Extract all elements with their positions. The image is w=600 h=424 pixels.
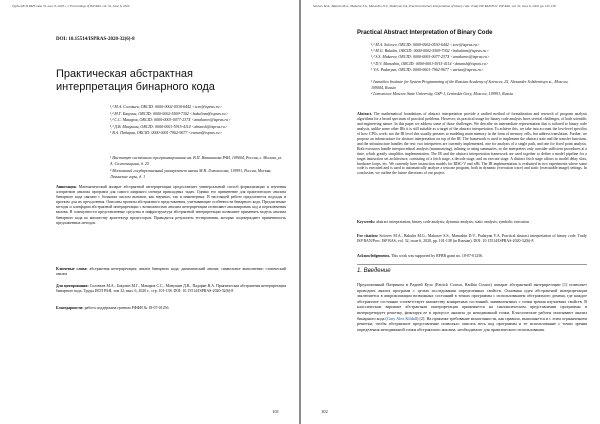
keywords bbox=[357, 220, 587, 225]
left-page bbox=[0, 0, 299, 424]
author-list bbox=[110, 104, 290, 137]
author-line: ¹,² S.S. Makarov, ORCID: 0000-0003-0077-237X <amakarov@ispras.ru> bbox=[371, 54, 490, 60]
affiliation: ² Lomonosov Moscow State University, GSP-1, Leninskie Gory, Moscow, 119991, Russia bbox=[371, 91, 513, 97]
ack-text: работа поддержана грантом РФФИ № 18-07-01256. bbox=[84, 306, 170, 310]
citation-text: Соловьев М.А., Бакулин М.Г., Макаров С.С., Манушин Д.В., Падарян В.А. Практическая абстрактная интерпретация бинарного кода. Труды ИСП РАН, том 32, вып. 6, 2020 г., стр. 101-138. DOI: 10.15514/ISPRAS-2020-32(6)-8 bbox=[56, 284, 286, 294]
author-line: ¹,³ D.V. Manushin, ORCID: 0000-0001-5915-4114 <dmansh@ispras.ru> bbox=[371, 60, 489, 66]
abstract bbox=[357, 112, 587, 176]
affiliation: ¹ Институт системного программирования им. В.П. Иванникова РАН, 109004, Россия, г. Москва, ул. А. Солженицына, д. 25 bbox=[110, 155, 283, 167]
citation-label: For citation: bbox=[357, 234, 379, 238]
abstract bbox=[56, 185, 286, 226]
keywords bbox=[56, 267, 286, 277]
section-divider bbox=[357, 264, 587, 265]
author-line: ¹,³ Д.В. Манушин, ORCID: 0000-0001-5915-4114 <dmansh@ispras.ru> bbox=[110, 123, 228, 129]
author-line: ¹,² М.Г. Бакулин, ORCID: 0000-0002-5569-7302 <bakulinm@ispras.ru> bbox=[110, 110, 229, 116]
citation bbox=[357, 234, 587, 244]
keywords-label: Keywords: bbox=[357, 220, 376, 224]
running-header: Труды ИСП РАН, том 32, вып. 6, 2020 г. // Proceedings of ISP RAS, vol. 32, issue 6, 2020 bbox=[12, 4, 130, 8]
abstract-label: Аннотация. bbox=[56, 185, 77, 189]
abstract-text: Математический аппарат абстрактной интерпретации предоставляет универсальный способ формализации и изучения алгоритмов анализа программ для самого широкого спектра прикладных задач. Однако его применение для практического анализа бинарного кода связано с большим числом вызовов, как научных, так и инженерных. В настоящей работе предлагаются подходы и проекты для их преодоления. Описаны проекты абстрактного представления, учитывающие особенности бинарного кода. Предлагаемые методы и платформа абстрактной интерпретации с возможностью анализа интерпретации позволяют анализировать код и переключения вызова. В совокупности представленные средства и инфраструктура абстрактной интерпретации позволяют применять модель анализа бинарного кода ко множеству архитектур процессоров. Приводятся результаты тестирования, которые подтверждают применимость предложенных методов. bbox=[56, 185, 286, 225]
author-list bbox=[371, 42, 571, 73]
keywords-text: abstract interpretation; binary code analysis; dynamic analysis; static analysis; symbolic execution bbox=[376, 220, 530, 224]
affiliation-list bbox=[371, 79, 571, 98]
introduction-text bbox=[357, 282, 587, 332]
author-line: ¹,² M.G. Bakulin, ORCID: 0000-0002-5569-7302 <bakulinm@ispras.ru> bbox=[371, 48, 489, 54]
affiliation: ² Московский государственный университет имени М.В. Ломоносова, 119991, Россия, Москва, Ленинские горы, д. 1 bbox=[110, 167, 272, 180]
abstract-label: Abstract. bbox=[357, 112, 373, 116]
author-line: ¹,² С.С. Макаров, ORCID: 0000-0003-0077-237X <amakarov@ispras.ru> bbox=[110, 117, 231, 122]
acknowledgements bbox=[357, 254, 587, 259]
paper-title-en: Practical Abstract Interpretation of Binary Code bbox=[357, 30, 493, 36]
reference-link[interactable]: Gary Alex Kildall bbox=[386, 315, 417, 321]
author-line: ¹,² M.A. Solovev, ORCID: 0000-0002-0530-6442 <icee@ispras.ru> bbox=[371, 42, 480, 47]
keywords-label: Ключевые слова: bbox=[56, 267, 88, 271]
acknowledgements bbox=[56, 306, 286, 311]
page-number: 102 bbox=[321, 409, 328, 414]
affiliation-list bbox=[110, 155, 285, 181]
page-number: 101 bbox=[272, 409, 279, 414]
doi: DOI: 10.15514/ISPRAS-2020-32(6)-8 bbox=[56, 37, 135, 42]
intro-text-part: ) [2]. На практике требование монотонности, как правило, выполняется и с этим ограничением решетки, чтобы абстрактное представление позволяло описать весь код программы и ее использование с точки зрения определения неподвижной точки абстрактного анализа, необходимого для практического использования. bbox=[357, 315, 587, 332]
author-line: ¹ В.А. Падарян, ORCID: 0000-0001-7962-9677 <vartan@ispras.ru> bbox=[110, 130, 223, 135]
affiliation: ¹ Ivannikov Institute for System Programming of the Russian Academy of Sciences, 25, Alexander Solzhenitsyn st., Moscow, 109004, Russia bbox=[371, 79, 569, 91]
author-line: ¹ V.A. Padaryan, ORCID: 0000-0001-7962-9677 <vartan@ispras.ru> bbox=[371, 66, 484, 72]
right-page bbox=[301, 0, 600, 424]
citation-text: Solovev M.A., Bakulin M.G., Makarov S.S., Manushin D.V., Padaryan V.A. Practical abstract interpretation of binary code. Trudy ISP RAN/Proc. ISP RAS, vol. 32, issue 6, 2020, pp. 101-138 (in Russian). DOI: 10.15514/ISPRAS-2020-32(6)-8 bbox=[357, 234, 588, 244]
citation-label: Для цитирования: bbox=[56, 284, 89, 288]
author-line: ¹,² М.А. Соловьев, ORCID: 0000-0002-0530-6442 <icee@ispras.ru> bbox=[110, 104, 223, 109]
ack-label: Благодарности: bbox=[56, 306, 84, 310]
intro-text-part: Предложенный Патриком и Радией Кузо (Patrick Cousot, Radhia Cousot) аппарат абстрактной интерпретации [1] позволяет проводить анализ программ с целью исследования определенных свойств. Основная идея абстрактной интерпретации заключается в аппроксимации возможных состояний в точках программы с использованием абстрактного домена, где каждое абстрактное состояние соответствует множеству конкретных состояний, эквивалентных с точки зрения изучаемых свойств. В классическом варианте абстрактная интерпретация применяется на синтаксическом представлении программы и интерпретирует решетку, фиксируя ее в процессе анализа до неподвижной точки. Классические работы описывают анализ бинарного кода ( bbox=[357, 282, 587, 321]
citation bbox=[56, 284, 286, 294]
section-heading: 1. Введение bbox=[357, 268, 391, 274]
ack-text: This work was supported by RFBR grant no. 18-07-01256. bbox=[391, 254, 483, 258]
abstract-text: The mathematical foundations of abstract interpretation provide a unified method of formalization and research of program analysis algorithms for a broad spectrum of practical problems. However, its practical usage for binary code analysis faces several challenges, of both scientific and engineering nature. In this paper we address some of those challenges. We describe an intermediate representation that is tailored to binary code analysis, unlike some other IRs it is still suitable as a target of the abstract interpretation. To achieve this, we take into account the low-level specifics of how CPUs work: not the IR level this usually pertains to modeling main memory in the form of memory cells, but address translation. Further, we propose an infrastructure for abstract interpretation on top of the IR. The framework is used to implement the abstract state and the transfer functions, and the infrastructure handles the rest: two interpreters are currently implemented, one for analysis of a single path, and one for fixed point analysis. Both executors handle interprocedural analysis (summarizing), inlining or using summaries, so the interpreters only consider sufficient procedures at a time, which greatly simplifies implementation. The IR and the abstract interpretation framework are used together to define a model pipeline for a target instruction set architecture, consisting of a fetch stage, a decode stage, and an execute stage. A distinct fetch stage allows to model delay slots, hardware loops, etc. We currently have instruction models for RISC-V and x86. The IR implementation is evaluated in two experiments where some code is executed and is used to automatically analyze a testcase program, both in dynamic (execution trace) and static (executable image) settings. In conclusion, we outline the future directions of our project. bbox=[357, 112, 587, 176]
ack-label: Acknowledgements. bbox=[357, 254, 391, 258]
keywords-text: абстрактная интерпретация; анализ бинарного кода; динамический анализ; символьное выполнение; статический анализ bbox=[56, 267, 286, 277]
running-header: Solovev M.A., Bakulin M.G., Makarov S.S., Manushin D.V., Padaryan V.A. Practical abstract interpretation of binary code. Trudy ISP RAN/Proc. ISP RAS, vol. 32, issue 6, 2020, pp. 101-138 bbox=[313, 4, 556, 8]
paper-title-ru: Практическая абстрактная интерпретация бинарного кода bbox=[56, 68, 215, 93]
